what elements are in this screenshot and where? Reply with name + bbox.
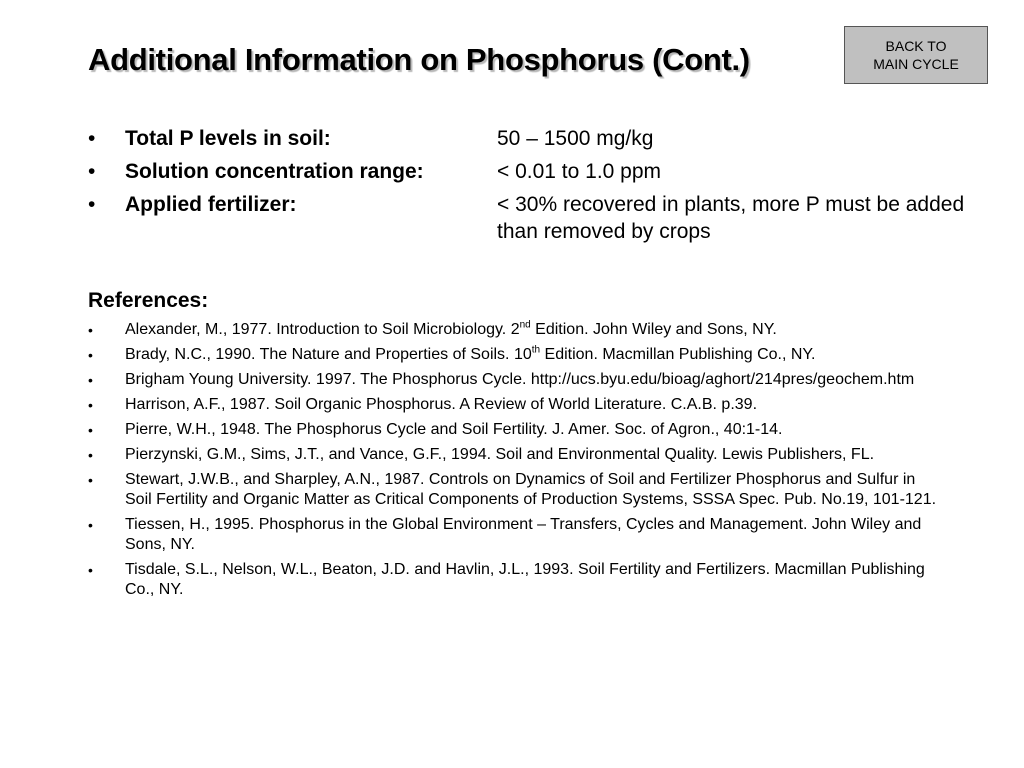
reference-text: Pierzynski, G.M., Sims, J.T., and Vance, G.F., 1994. Soil and Environmental Quality. Lewis Publishers, FL. <box>125 446 875 463</box>
fact-label: Solution concentration range: <box>125 160 424 183</box>
fact-row-solution-concentration <box>88 158 988 185</box>
reference-item <box>88 445 938 465</box>
fact-value: < 0.01 to 1.0 ppm <box>497 160 662 183</box>
bullet: • <box>88 422 93 438</box>
reference-text: Harrison, A.F., 1987. Soil Organic Phosphorus. A Review of World Literature. C.A.B. p.39. <box>125 396 758 413</box>
bullet: • <box>88 127 96 150</box>
bullet: • <box>88 347 93 363</box>
ordinal-suffix: nd <box>519 319 531 331</box>
fact-label: Total P levels in soil: <box>125 127 331 150</box>
reference-text-part: Edition. Macmillan Publishing Co., NY. <box>540 346 816 363</box>
reference-text-part: Alexander, M., 1977. Introduction to Soil Microbiology. 2 <box>125 321 520 338</box>
reference-item <box>88 370 938 390</box>
reference-text <box>125 320 938 340</box>
bullet: • <box>88 517 93 533</box>
reference-item <box>88 515 938 555</box>
reference-text: Tisdale, S.L., Nelson, W.L., Beaton, J.D. and Havlin, J.L., 1993. Soil Fertility and Fertilizers. Macmillan Publishing Co., NY. <box>125 561 925 598</box>
reference-item <box>88 320 938 340</box>
back-button-line-2: MAIN CYCLE <box>873 56 959 72</box>
reference-item <box>88 420 938 440</box>
reference-item <box>88 560 938 600</box>
reference-item <box>88 395 938 415</box>
reference-text: Pierre, W.H., 1948. The Phosphorus Cycle and Soil Fertility. J. Amer. Soc. of Agron., 40:1-14. <box>125 421 783 438</box>
bullet: • <box>88 193 96 216</box>
bullet: • <box>88 372 93 388</box>
references-list <box>88 320 938 605</box>
bullet: • <box>88 322 93 338</box>
back-button-line-1: BACK TO <box>885 38 947 54</box>
reference-text-part: Edition. John Wiley and Sons, NY. <box>530 321 777 338</box>
reference-text: Stewart, J.W.B., and Sharpley, A.N., 1987. Controls on Dynamics of Soil and Fertilizer Phosphorus and Sulfur in Soil Fertility and Organic Matter as Critical Components of Production Systems, SSSA Spec. Pub. No.19, 101-121. <box>125 471 937 508</box>
back-to-main-cycle-button[interactable] <box>844 26 988 84</box>
reference-item <box>88 345 938 365</box>
reference-text: Tiessen, H., 1995. Phosphorus in the Global Environment – Transfers, Cycles and Management. John Wiley and Sons, NY. <box>125 516 922 553</box>
reference-text <box>125 345 938 365</box>
reference-text: Brigham Young University. 1997. The Phosphorus Cycle. http://ucs.byu.edu/bioag/aghort/214pres/geochem.htm <box>125 371 915 388</box>
fact-row-applied-fertilizer <box>88 191 988 245</box>
ordinal-suffix: th <box>531 344 541 356</box>
bullet: • <box>88 160 96 183</box>
bullet: • <box>88 397 93 413</box>
references-heading: References: <box>88 289 209 312</box>
fact-row-total-p <box>88 125 988 152</box>
bullet: • <box>88 472 93 488</box>
fact-value: 50 – 1500 mg/kg <box>497 127 654 150</box>
fact-label: Applied fertilizer: <box>125 193 297 216</box>
phosphorus-facts-list <box>88 125 988 251</box>
slide-title: Additional Information on Phosphorus (Cont.) <box>88 42 750 77</box>
reference-text-part: Brady, N.C., 1990. The Nature and Properties of Soils. 10 <box>125 346 532 363</box>
bullet: • <box>88 447 93 463</box>
fact-value: < 30% recovered in plants, more P must be added than removed by crops <box>497 193 965 243</box>
reference-item <box>88 470 938 510</box>
bullet: • <box>88 562 93 578</box>
